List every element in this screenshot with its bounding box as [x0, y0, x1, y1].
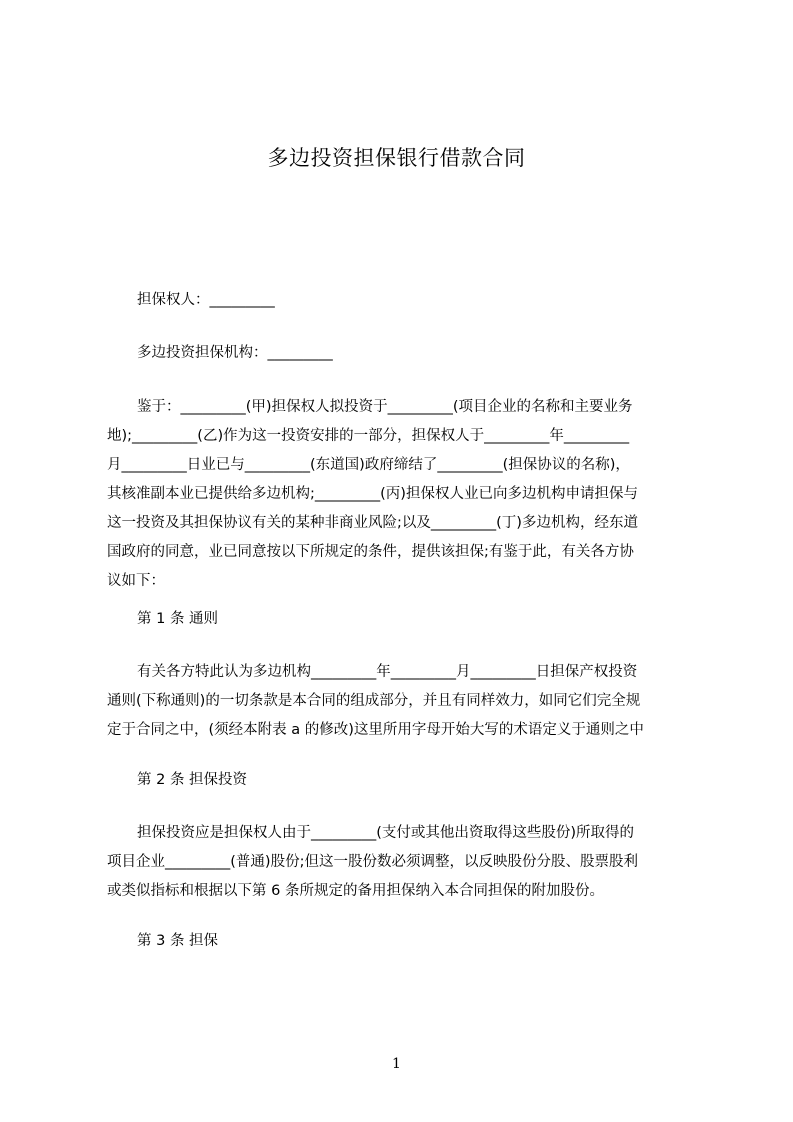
article-1-line: 通则(下称通则)的一切条款是本合同的组成部分，并且有同样效力，如同它们完全规 — [107, 693, 641, 709]
article-2-paragraph — [107, 819, 700, 906]
guarantee-holder-line: 担保权人：_________ — [137, 292, 275, 308]
article-2-line: 或类似指标和根据以下第 6 条所规定的备用担保纳入本合同担保的附加股份。 — [107, 883, 604, 899]
article-1-line: 有关各方特此认为多边机构_________年_________月_________日担保产权投资 — [137, 664, 638, 680]
article-1-paragraph — [107, 658, 700, 745]
document-title: 多边投资担保银行借款合同 — [267, 146, 526, 170]
article-1-heading: 第 1 条 通则 — [137, 611, 219, 627]
recitals-line: 国政府的同意，业已同意按以下所规定的条件，提供该担保;有鉴于此，有关各方协 — [107, 544, 634, 560]
article-1-line: 定于合同之中，(须经本附表 a 的修改)这里所用字母开始大写的术语定义于通则之中 — [107, 722, 644, 738]
recitals-line: 其核准副本业已提供给多边机构;_________(丙)担保权人业已向多边机构申请担保与 — [107, 486, 638, 502]
recitals-line: 议如下： — [107, 573, 165, 589]
page-number: 1 — [392, 1056, 401, 1072]
recitals-paragraph — [107, 393, 700, 596]
article-2-heading: 第 2 条 担保投资 — [137, 772, 248, 788]
recitals-line: 鉴于：_________(甲)担保权人拟投资于_________(项目企业的名称和主要业务 — [137, 399, 633, 415]
article-2-line: 担保投资应是担保权人由于_________(支付或其他出资取得这些股份)所取得的 — [137, 825, 635, 841]
article-3-heading: 第 3 条 担保 — [137, 933, 219, 949]
recitals-line: 这一投资及其担保协议有关的某种非商业风险;以及_________(丁)多边机构，经东道 — [107, 515, 638, 531]
article-2-line: 项目企业_________(普通)股份;但这一股份数必须调整，以反映股份分股、股票股利 — [107, 854, 638, 870]
recitals-line: 月_________日业已与_________(东道国)政府缔结了_________(担保协议的名称)， — [107, 457, 630, 473]
recitals-line: 地);_________(乙)作为这一投资安排的一部分，担保权人于_________年_________ — [107, 428, 630, 444]
agency-line: 多边投资担保机构：_________ — [137, 345, 333, 361]
